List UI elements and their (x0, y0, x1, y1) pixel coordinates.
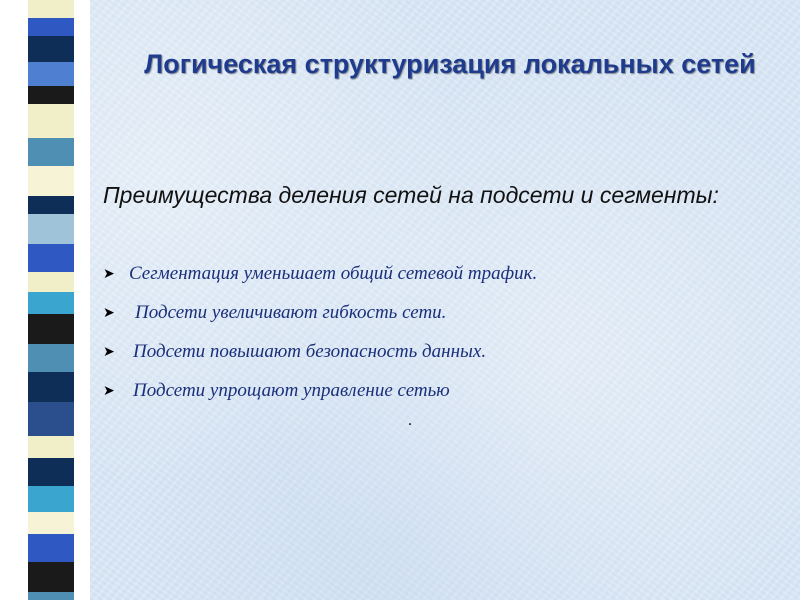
bullet-text: Подсети увеличивают гибкость сети. (135, 301, 447, 323)
stripe-decor (28, 18, 74, 36)
arrow-bullet-icon: ➤ (103, 265, 115, 282)
arrow-bullet-icon: ➤ (103, 304, 115, 321)
stripe-decor (28, 272, 74, 292)
list-item (103, 371, 537, 410)
stripe-decor (28, 402, 74, 436)
bullet-text: Подсети повышают безопасность данных. (133, 340, 487, 362)
stripe-decor (28, 196, 74, 214)
stripe-decor (28, 314, 74, 344)
stripe-decor (28, 486, 74, 512)
bullet-list (103, 254, 537, 410)
stripe-decor (28, 86, 74, 104)
stripe-decor (28, 372, 74, 402)
slide-title: Логическая структуризация локальных сетей (144, 49, 756, 79)
stripe-decor (28, 244, 74, 272)
stripe-decor (28, 62, 74, 86)
stripe-decor (28, 562, 74, 592)
stripe-decor (28, 0, 74, 18)
arrow-bullet-icon: ➤ (103, 343, 115, 360)
stripe-decor (28, 344, 74, 372)
stripe-decor (28, 104, 74, 138)
stripe-decor (28, 458, 74, 486)
stripe-decor (28, 534, 74, 562)
slide-subtitle: Преимущества деления сетей на подсети и сегменты: (103, 182, 719, 208)
left-margin-strip (0, 0, 90, 600)
stripe-decor (28, 36, 74, 62)
decorative-stripe-band (28, 0, 74, 600)
stripe-decor (28, 166, 74, 196)
trailing-mark: . (408, 412, 412, 429)
list-item (103, 254, 537, 293)
list-item (103, 332, 537, 371)
stripe-decor (28, 592, 74, 600)
stripe-decor (28, 138, 74, 166)
bullet-text: Сегментация уменьшает общий сетевой трафик. (129, 262, 538, 284)
stripe-decor (28, 214, 74, 244)
bullet-text: Подсети упрощают управление сетью (133, 379, 450, 401)
stripe-decor (28, 292, 74, 314)
arrow-bullet-icon: ➤ (103, 382, 115, 399)
stripe-decor (28, 512, 74, 534)
list-item (103, 293, 537, 332)
stripe-decor (28, 436, 74, 458)
